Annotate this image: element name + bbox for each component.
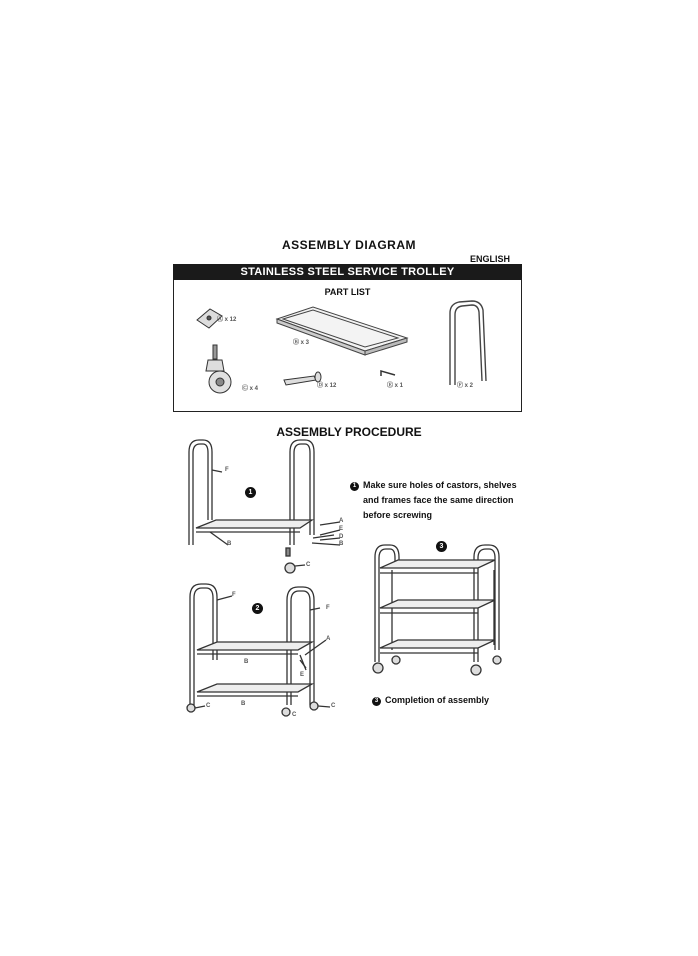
step3-badge: 3 <box>436 541 447 552</box>
callout-b-step2: B <box>244 659 249 665</box>
callout-c-step2: C <box>206 703 211 709</box>
callout-c-step1: C <box>306 562 311 568</box>
step3-bullet: 3 <box>372 697 381 706</box>
assembly-title: ASSEMBLY DIAGRAM <box>281 238 417 252</box>
part-label-a: Ⓐ x 12 <box>217 317 237 323</box>
step1-bullet: 1 <box>350 482 359 491</box>
callout-f-step2: F <box>232 592 236 598</box>
part-label-d: Ⓓ x 12 <box>317 383 337 389</box>
step1-instructions: 1 Make sure holes of castors, shelves and frames face the same direction before screwing <box>350 478 517 523</box>
part-label-b: Ⓑ x 3 <box>293 340 310 346</box>
callout-c2-step2: C <box>292 712 297 718</box>
callout-e-step1: E <box>339 526 344 532</box>
step1-badge: 1 <box>245 487 256 498</box>
callout-e-step2: E <box>300 672 305 678</box>
step1-drawing <box>189 440 340 573</box>
language-label: ENGLISH <box>470 254 511 264</box>
step2-badge: 2 <box>252 603 263 614</box>
callout-b2-step2: B <box>241 701 246 707</box>
step3-instructions: 3 Completion of assembly <box>372 693 489 708</box>
callout-a-step2: A <box>326 636 331 642</box>
callout-b-step1: B <box>227 541 232 547</box>
callout-d-step1: D <box>339 534 344 540</box>
callout-f-step1: F <box>225 467 229 473</box>
callout-c3-step2: C <box>331 703 336 709</box>
part-label-f: Ⓕ x 2 <box>457 383 474 389</box>
part-label-e: Ⓔ x 1 <box>387 383 404 389</box>
callout-a-step1: A <box>339 518 344 524</box>
step3-drawing <box>373 545 501 675</box>
callout-b2-step1: B <box>339 541 344 547</box>
product-banner: STAINLESS STEEL SERVICE TROLLEY <box>173 264 522 280</box>
part-list-title: PART LIST <box>324 287 371 297</box>
part-label-c: Ⓒ x 4 <box>242 386 259 392</box>
callout-f2-step2: F <box>326 605 330 611</box>
procedure-title: ASSEMBLY PROCEDURE <box>276 425 422 439</box>
